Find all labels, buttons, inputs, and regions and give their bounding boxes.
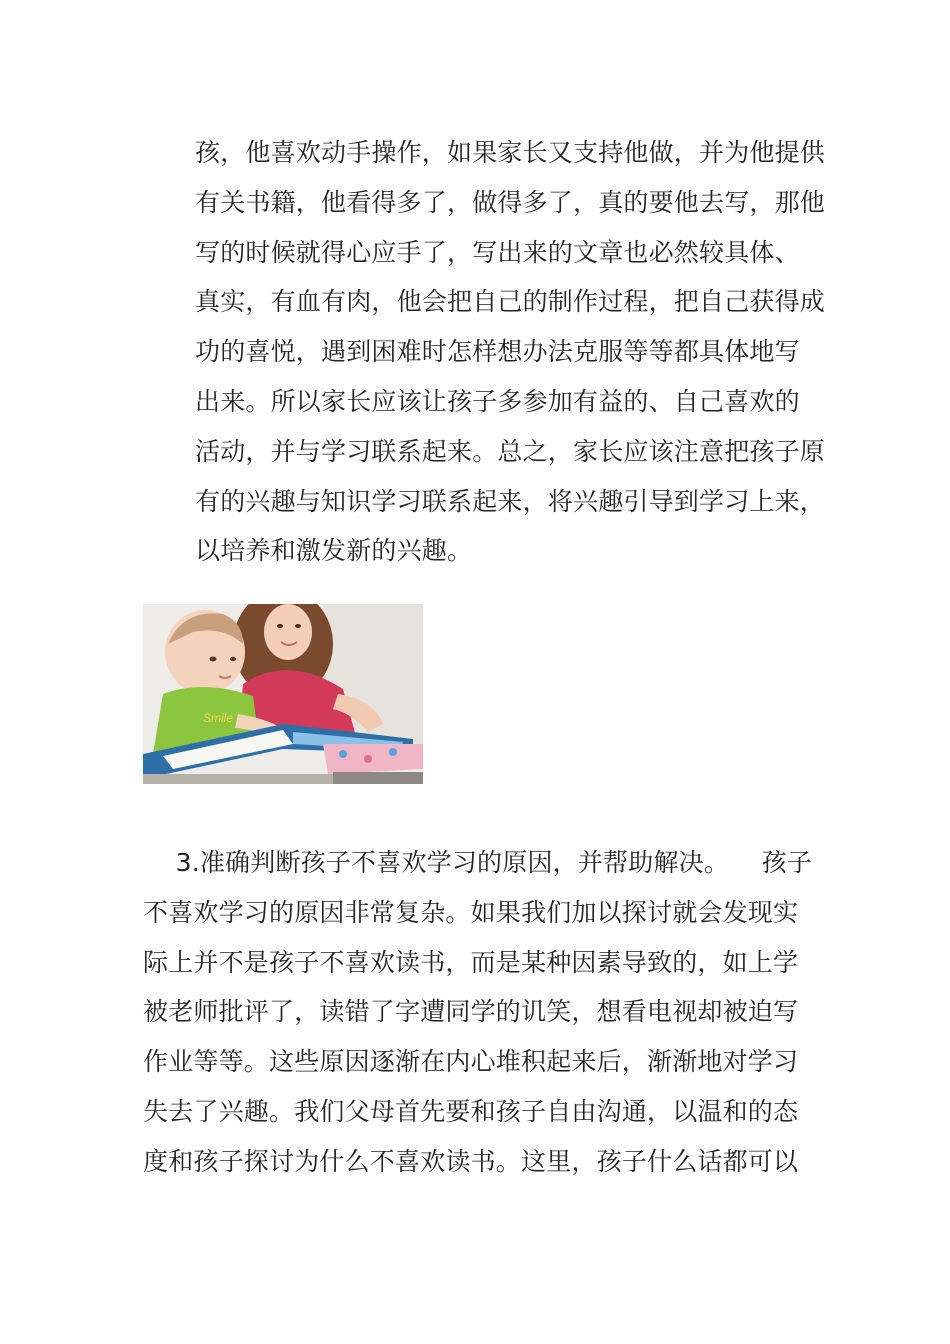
text-line: 功的喜悦，遇到困难时怎样想办法克服等等都具体地写 — [195, 337, 800, 367]
text-line: 不喜欢学习的原因非常复杂。如果我们加以探讨就会发现实 — [143, 897, 799, 927]
text-line: 有的兴趣与知识学习联系起来，将兴趣引导到学习上来， — [195, 486, 826, 516]
children-reading-photo — [143, 604, 423, 784]
text-line: 被老师批评了，读错了字遭同学的讥笑，想看电视却被迫写 — [143, 997, 799, 1027]
paragraph-interest — [195, 128, 835, 576]
text-line: 写的时候就得心应手了，写出来的文章也必然较具体、 — [195, 237, 800, 267]
text-line: 活动，并与学习联系起来。总之，家长应该注意把孩子原 — [195, 436, 826, 466]
text-line: 孩，他喜欢动手操作，如果家长又支持他做，并为他提供 — [195, 138, 826, 167]
paragraph-reasons — [143, 838, 823, 1187]
text-line: 失去了兴趣。我们父母首先要和孩子自由沟通，以温和的态 — [143, 1096, 799, 1126]
text-line: 以培养和激发新的兴趣。 — [195, 536, 473, 566]
text-line: 际上并不是孩子不喜欢读书，而是某种因素导致的，如上学 — [143, 947, 799, 977]
text-line: 真实，有血有肉，他会把自己的制作过程，把自己获得成 — [195, 287, 826, 317]
text-line: 3.准确判断孩子不喜欢学习的原因，并帮助解决。 孩子 — [143, 848, 813, 877]
text-line: 出来。所以家长应该让孩子多参加有益的、自己喜欢的 — [195, 386, 800, 416]
text-line: 度和孩子探讨为什么不喜欢读书。这里，孩子什么话都可以 — [143, 1146, 799, 1176]
text-line: 有关书籍，他看得多了，做得多了，真的要他去写，那他 — [195, 187, 826, 217]
text-line: 作业等等。这些原因逐渐在内心堆积起来后，渐渐地对学习 — [143, 1047, 799, 1077]
shirt-print-text: Smile — [203, 711, 234, 725]
